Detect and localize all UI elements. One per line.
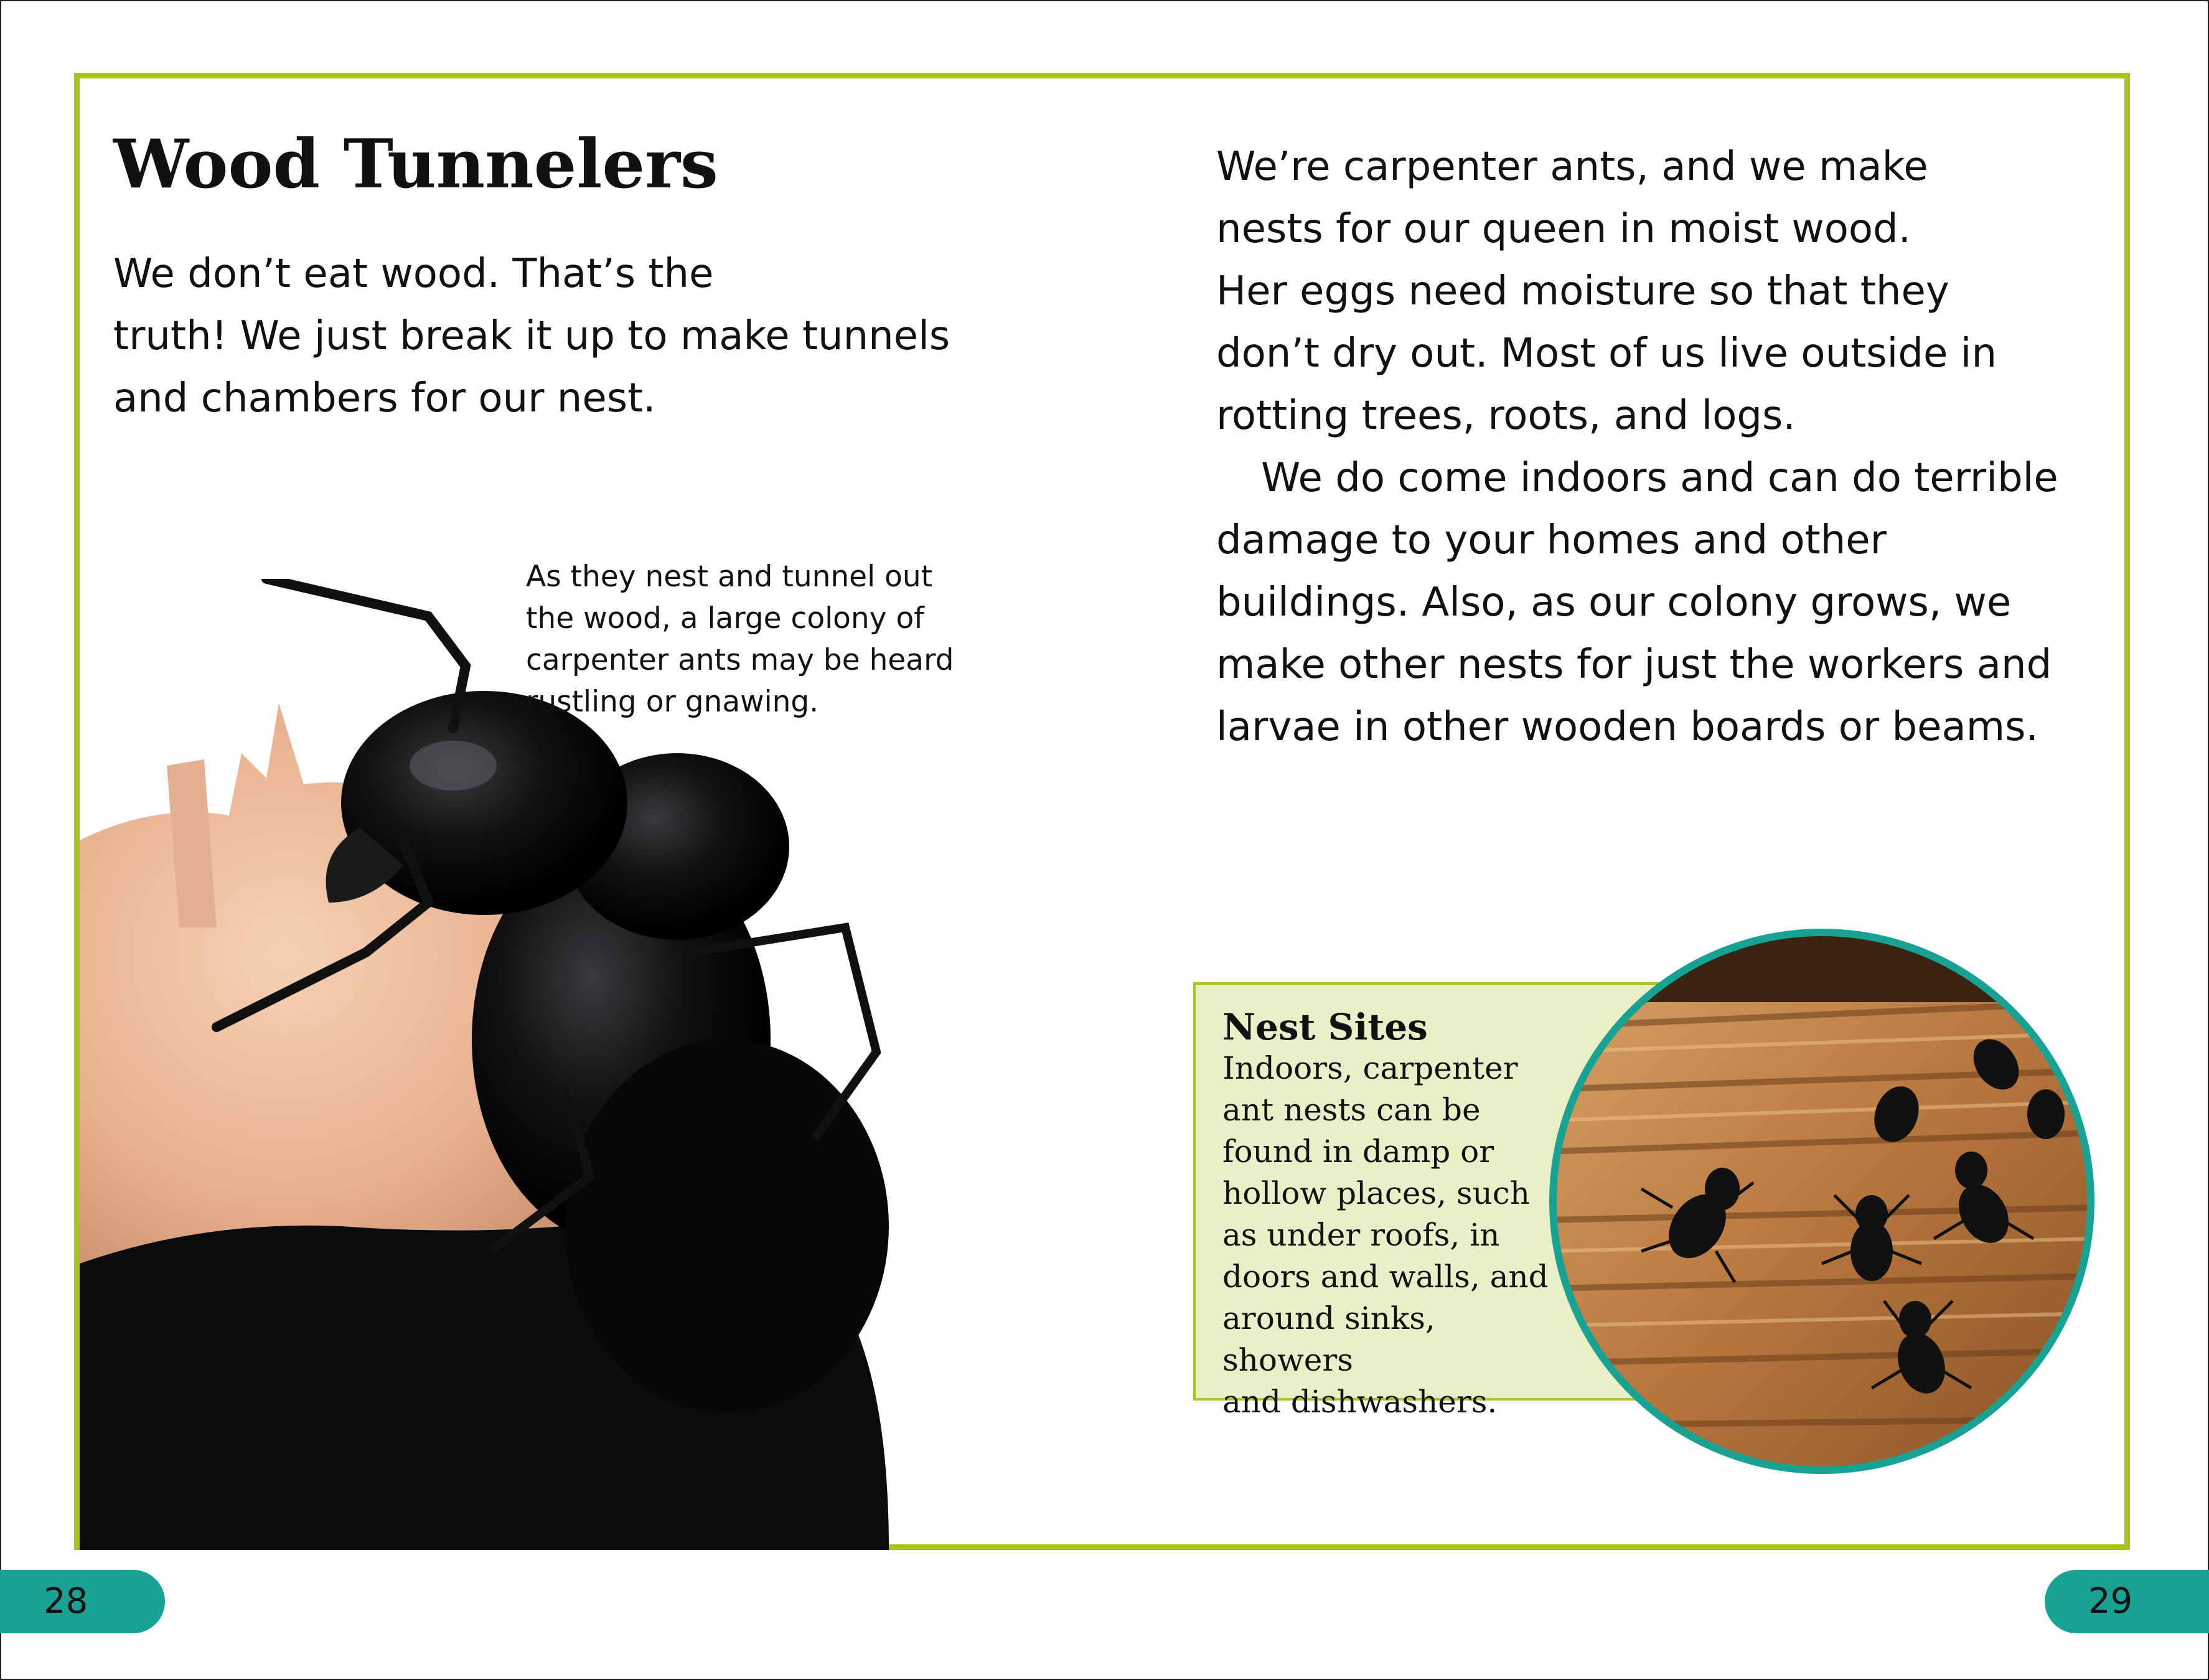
main-line: rotting trees, roots, and logs. [1216,393,1796,439]
caption-line: rustling or gnawing. [526,685,819,719]
main-line: make other nests for just the workers and [1216,642,2052,688]
main-line: We’re carpenter ants, and we make [1216,144,1928,190]
page-number-left [0,1570,165,1633]
sidebar-line: Indoors, carpenter [1222,1050,1518,1086]
main-paragraph [1216,447,2088,758]
main-line: Her eggs need moisture so that they [1216,268,1949,314]
sidebar-line: as under roofs, in [1222,1217,1500,1253]
ants-on-wood-inset-photo [1548,927,2096,1475]
page-title: Wood Tunnelers [113,125,718,204]
main-line: damage to your homes and other [1216,517,1887,563]
carpenter-ant-photo [80,579,1100,1550]
sidebar-line: around sinks, showers [1222,1300,1435,1378]
sidebar-line: hollow places, such [1222,1175,1530,1211]
sidebar-line: and dishwashers. [1222,1384,1498,1420]
page-number-left-text: 28 [44,1581,88,1621]
page-number-right-text: 29 [2088,1581,2133,1621]
sidebar-title: Nest Sites [1222,1006,1428,1048]
photo-caption [526,556,1024,723]
intro-line: We don’t eat wood. That’s the [113,251,714,297]
main-text [1216,136,2088,758]
main-paragraph [1216,136,2088,447]
main-line: nests for our queen in moist wood. [1216,206,1911,252]
sidebar-line: ant nests can be [1222,1092,1481,1128]
sidebar-line: doors and walls, and [1222,1259,1549,1295]
caption-line: the wood, a large colony of [526,601,924,636]
main-line: buildings. Also, as our colony grows, we [1216,580,2012,626]
caption-line: As they nest and tunnel out [526,560,933,594]
intro-paragraph [113,243,1010,429]
sidebar-text [1222,1048,1571,1423]
page-number-right [2045,1570,2209,1633]
intro-line: and chambers for our nest. [113,375,656,421]
main-line: We do come indoors and can do terrible [1261,455,2058,501]
main-line: don’t dry out. Most of us live outside in [1216,331,1997,377]
main-line: larvae in other wooden boards or beams. [1216,704,2038,750]
intro-line: truth! We just break it up to make tunnels [113,313,950,359]
sidebar-line: found in damp or [1222,1133,1494,1170]
caption-line: carpenter ants may be heard [526,643,954,677]
